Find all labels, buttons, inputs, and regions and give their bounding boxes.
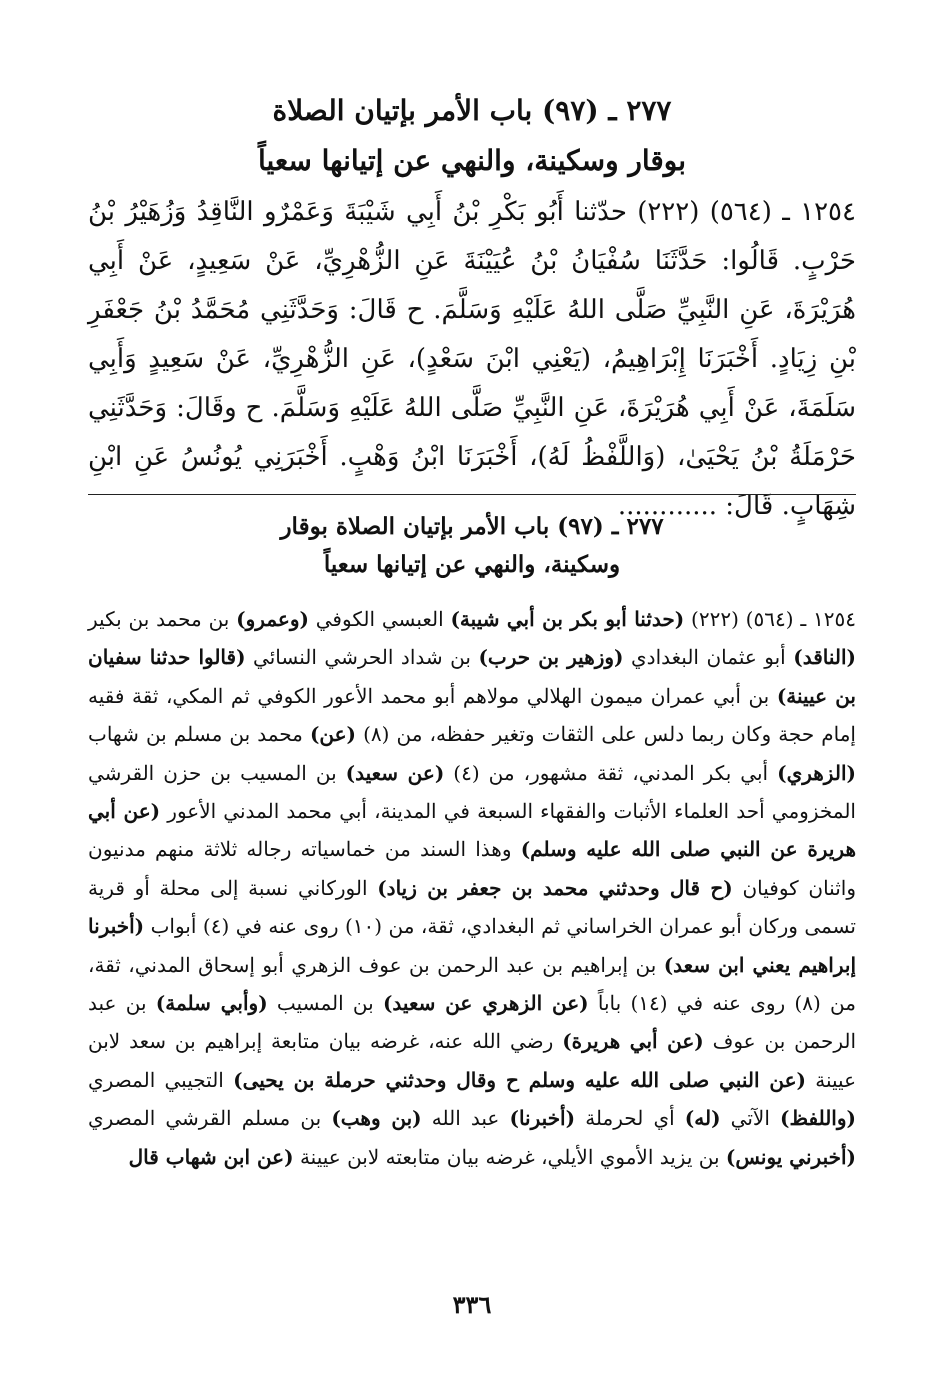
commentary-run: بن إبراهيم بن عبد الرحمن بن عوف الزهري أبو إسحاق المدني، ثقة، من (٨) روى عنه في (١٤) باباً — [88, 952, 856, 1016]
commentary-title-line-2: وسكينة، والنهي عن إتيانها سعياً — [323, 551, 621, 578]
commentary-run: العبسي الكوفي — [308, 607, 451, 631]
commentary-quote: (أخبرنا إبراهيم يعني ابن سعد) — [88, 914, 856, 977]
commentary-quote: (بن وهب) — [331, 1106, 422, 1131]
commentary-quote: (حدثنا أبو بكر بن أبي شيبة) — [450, 607, 685, 631]
commentary-title — [88, 508, 856, 584]
commentary-quote: (عن ابن شهاب قال — [128, 1144, 294, 1169]
chapter-title-line-1: ٢٧٧ ـ (٩٧) باب الأمر بإتيان الصلاة — [272, 94, 672, 127]
commentary-quote: (عن أبي هريرة) — [562, 1029, 704, 1054]
commentary-quote: (واللفظ) — [780, 1106, 856, 1131]
commentary-quote: (أخبرنا) — [509, 1106, 576, 1131]
commentary-run: بن يزيد الأموي الأيلي، غرضه بيان متابعته لابن عيينة — [293, 1144, 726, 1169]
commentary-quote: (أخبرني يونس) — [725, 1144, 856, 1169]
commentary-quote: (الزهري) — [777, 760, 856, 785]
commentary-run: بن عبد الرحمن بن عوف — [88, 991, 857, 1054]
section-divider — [88, 494, 856, 495]
commentary-run: محمد بن مسلم بن شهاب — [88, 722, 310, 747]
commentary-quote: (وزهير بن حرب) — [478, 645, 624, 670]
commentary-run: عبد الله — [421, 1106, 510, 1131]
commentary-quote: (وعمرو) — [236, 607, 309, 631]
commentary-run: الوركاني نسبة إلى محلة أو قرية تسمى وركان أبو عمران الخراساني ثم البغدادي، ثقة، من (١٠) روى عنه في (٤) أبواب — [88, 875, 856, 939]
commentary-run: بن مسلم القرشي المصري — [88, 1106, 332, 1131]
commentary-quote: (عن أبي هريرة عن النبي صلى الله عليه وسلم) — [88, 799, 856, 862]
commentary-quote: (عن الزهري عن سعيد) — [382, 991, 589, 1016]
commentary-quote: (عن) — [309, 722, 357, 747]
commentary-run: رضي الله عنه، غرضه بيان متابعة إبراهيم بن سعد لابن عيينة — [88, 1029, 857, 1092]
commentary-run: بن المسيب بن حزن القرشي المخزومي أحد العلماء الأثبات والفقهاء السبعة في المدينة، أبي محمد المدني الأعور — [88, 760, 856, 824]
commentary-run: أي لحرملة — [575, 1106, 685, 1131]
chapter-title — [88, 86, 856, 186]
commentary-run: بن شداد الحرشي النسائي — [245, 645, 479, 670]
commentary-run: أبي بكر المدني، ثقة مشهور، من (٤) — [444, 760, 778, 785]
commentary-run: بن أبي عمران ميمون الهلالي مولاهم أبو محمد الأعور الكوفي ثم المكي، ثقة فقيه إمام حجة وكان ربما دلس على الثقات وتغير حفظه، من (٨) — [88, 683, 856, 747]
commentary-quote: (عن النبي صلى الله عليه وسلم ح وقال وحدثني حرملة بن يحيى) — [233, 1067, 806, 1092]
commentary-quote: (له) — [684, 1106, 721, 1131]
commentary-run: وهذا السند من خماسياته رجاله ثلاثة منهم مدنيون واثنان كوفيان — [88, 837, 856, 900]
commentary-quote: (قالوا حدثنا سفيان بن عيينة) — [88, 645, 856, 708]
hadith-text: ١٢٥٤ ـ (٥٦٤) (٢٢٢) حدّثنا أَبُو بَكْرِ بْنُ أَبِي شَيْبَةَ وَعَمْرٌو النَّاقِدُ وَزُهَيْرُ بْنُ حَرْبٍ. قَالُوا: حَدَّثَنَا سُفْيَانُ بْنُ عُيَيْنَةَ عَنِ الزُّهْرِيِّ، عَنْ سَعِيدٍ، عَنْ أَبِي هُرَيْرَةَ، عَنِ النَّبِيِّ صَلَّى اللهُ عَلَيْهِ وَسَلَّمَ. ح قَالَ: وَحَدَّثَنِي مُحَمَّدُ بْنُ جَعْفَرِ بْنِ زِيَادٍ. أَخْبَرَنَا إِبْرَاهِيمُ، (يَعْنِي ابْنَ سَعْدٍ)، عَنِ الزُّهْرِيِّ، عَنْ سَعِيدٍ وَأَبِي سَلَمَةَ، عَنْ أَبِي هُرَيْرَةَ، عَنِ النَّبِيِّ صَلَّى اللهُ عَلَيْهِ وَسَلَّمَ. ح وقَالَ: وَحَدَّثَنِي حَرْمَلَةُ بْنُ يَحْيَىٰ، (وَاللَّفْظُ لَهُ)، أَخْبَرَنَا ابْنُ وَهْبٍ. أَخْبَرَنِي يُونُسُ عَنِ ابْنِ شِهَابٍ. قَالَ: ............ — [88, 197, 856, 521]
commentary-run: أبو عثمان البغدادي — [623, 645, 794, 670]
commentary-run: بن محمد بن بكير — [88, 607, 237, 631]
book-page — [88, 0, 856, 1382]
commentary-quote: (ح قال وحدثني محمد بن جعفر بن زياد) — [377, 875, 733, 900]
commentary-run: التجيبي المصري — [88, 1067, 234, 1092]
chapter-title-line-2: بوقار وسكينة، والنهي عن إتيانها سعياً — [257, 144, 687, 177]
commentary-text — [88, 600, 856, 1176]
page-number: ٣٣٦ — [452, 1290, 492, 1319]
commentary-run: بن المسيب — [267, 991, 383, 1016]
commentary-run: الآتي — [720, 1106, 781, 1131]
commentary-title-line-1: ٢٧٧ ـ (٩٧) باب الأمر بإتيان الصلاة بوقار — [280, 513, 664, 540]
commentary-quote: (الناقد) — [793, 645, 856, 670]
commentary-quote: (عن سعيد) — [345, 760, 445, 785]
commentary-quote: (وأبي سلمة) — [155, 991, 268, 1016]
commentary-run: ١٢٥٤ ـ (٥٦٤) (٢٢٢) — [684, 607, 856, 631]
